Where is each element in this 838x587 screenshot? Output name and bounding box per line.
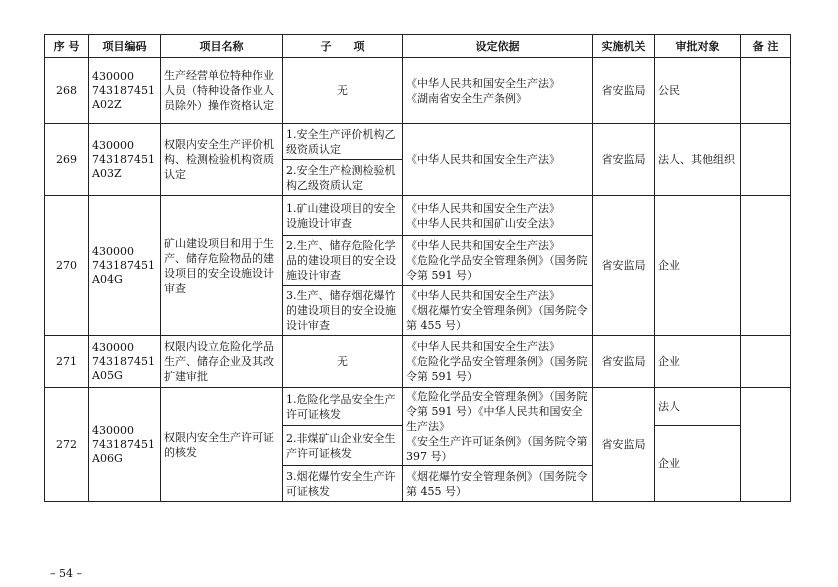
header-target: 审批对象 [655,35,741,58]
cell-code: 430000 743187451 A02Z [89,58,161,124]
cell-agency: 省安监局 [593,124,655,196]
approval-items-table [44,34,791,502]
cell-basis: 《危险化学品安全管理条例》（国务院令第 591 号）《中华人民共和国安全生产法》 《安全生产许可证条例》（国务院令第 397 号） [403,388,593,466]
cell-sub: 1.安全生产评价机构乙级资质认定 [283,124,403,160]
table-row [45,58,791,124]
cell-name: 权限内设立危险化学品生产、储存企业及其改扩建审批 [161,336,283,388]
cell-agency: 省安监局 [593,388,655,502]
cell-target: 企业 [655,336,741,388]
cell-basis: 《中华人民共和国安全生产法》 《湖南省安全生产条例》 [403,58,593,124]
header-note: 备 注 [741,35,791,58]
cell-sub: 1.矿山建设项目的安全设施设计审查 [283,196,403,236]
table-row [45,124,791,160]
approval-items-table-container [44,34,790,502]
cell-note [741,196,791,336]
cell-note [741,124,791,196]
cell-agency: 省安监局 [593,196,655,336]
cell-sub: 3.烟花爆竹安全生产许可证核发 [283,466,403,502]
cell-sub: 1.危险化学品安全生产许可证核发 [283,388,403,426]
header-code: 项目编码 [89,35,161,58]
cell-code: 430000 743187451 A03Z [89,124,161,196]
cell-sub: 无 [283,336,403,388]
cell-target: 企业 [655,196,741,336]
cell-sub: 2.安全生产检测检验机构乙级资质认定 [283,160,403,196]
cell-basis: 《中华人民共和国安全生产法》 《烟花爆竹安全管理条例》（国务院令第 455 号） [403,286,593,336]
cell-basis: 《中华人民共和国安全生产法》 [403,124,593,196]
cell-basis: 《中华人民共和国安全生产法》 《危险化学品安全管理条例》（国务院令第 591 号） [403,336,593,388]
page-number: – 54 – [50,567,82,580]
cell-agency: 省安监局 [593,336,655,388]
cell-name: 权限内安全生产许可证的核发 [161,388,283,502]
cell-seq: 270 [45,196,89,336]
cell-target: 法人、其他组织 [655,124,741,196]
table-row [45,196,791,236]
cell-code: 430000 743187451 A06G [89,388,161,502]
table-row [45,336,791,388]
cell-sub: 2.非煤矿山企业安全生产许可证核发 [283,426,403,466]
cell-seq: 272 [45,388,89,502]
header-row [45,35,791,58]
cell-code: 430000 743187451 A04G [89,196,161,336]
cell-sub: 3.生产、储存烟花爆竹的建设项目的安全设施设计审查 [283,286,403,336]
cell-target: 企业 [655,426,741,502]
header-agency: 实施机关 [593,35,655,58]
cell-sub: 2.生产、储存危险化学品的建设项目的安全设施设计审查 [283,236,403,286]
cell-seq: 268 [45,58,89,124]
cell-target: 法人 [655,388,741,426]
header-name: 项目名称 [161,35,283,58]
cell-name: 矿山建设项目和用于生产、储存危险物品的建设项目的安全设施设计审查 [161,196,283,336]
cell-name: 生产经营单位特种作业人员（特种设备作业人员除外）操作资格认定 [161,58,283,124]
cell-seq: 269 [45,124,89,196]
header-basis: 设定依据 [403,35,593,58]
cell-sub: 无 [283,58,403,124]
cell-note [741,58,791,124]
header-sub: 子 项 [283,35,403,58]
cell-code: 430000 743187451 A05G [89,336,161,388]
header-seq: 序 号 [45,35,89,58]
table-row [45,388,791,426]
cell-basis: 《中华人民共和国安全生产法》 《危险化学品安全管理条例》（国务院令第 591 号） [403,236,593,286]
cell-seq: 271 [45,336,89,388]
cell-note [741,336,791,388]
cell-note [741,388,791,502]
cell-name: 权限内安全生产评价机构、检测检验机构资质认定 [161,124,283,196]
cell-basis: 《中华人民共和国安全生产法》 《中华人民共和国矿山安全法》 [403,196,593,236]
cell-basis: 《烟花爆竹安全管理条例》（国务院令第 455 号） [403,466,593,502]
cell-target: 公民 [655,58,741,124]
cell-agency: 省安监局 [593,58,655,124]
